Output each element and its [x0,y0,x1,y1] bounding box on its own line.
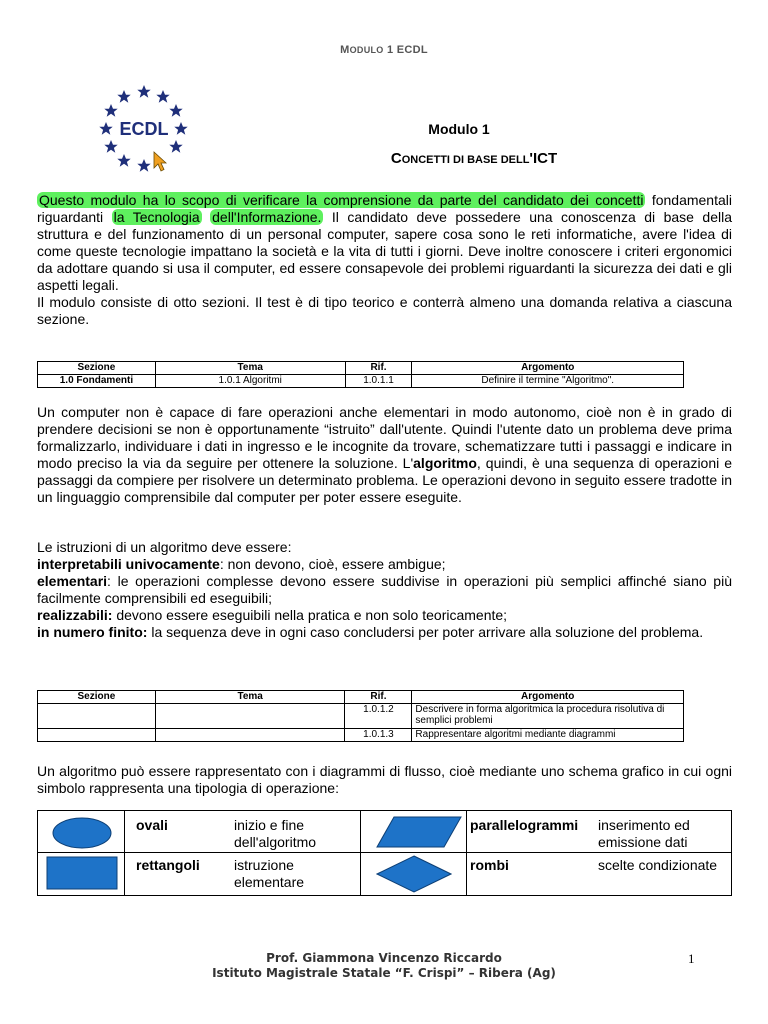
table-header-row: Sezione Tema Rif. Argomento [38,691,684,704]
highlight-2: la Tecnologia [113,209,200,225]
table-row: 1.0.1.3 Rappresentare algoritmi mediante diagrammi [38,729,684,742]
intro-paragraph: Questo modulo ha lo scopo di verificare la comprensione da parte del candidato dei concetti fondamentali riguardanti la Tecnologia dell'Informazione. Il candidato deve possedere una conoscenza di base della struttura e del funzionamento di un personal computer, sapere cosa sono le reti informatiche, avere l'idea di come queste tecnologie impattano la società e la vita di tutti i giorni. Deve inoltre conoscere i criteri ergonomici da adottare quando si usa il computer, ed essere consapevole dei problemi riguardanti la sicurezza dei dati e gli aspetti legali. Il modulo consiste di otto sezioni. Il test è di tipo teorico e conterrà almeno una domanda relativa a ciascuna sezione. [37,192,732,327]
flowchart-symbols-box [37,810,732,896]
flow-intro: Un algoritmo può essere rappresentato con i diagrammi di flusso, cioè mediante uno schema grafico in cui ogni simbolo rappresenta una tipologia di operazione: [37,763,732,796]
list-item: elementari: le operazioni complesse devono essere suddivise in operazioni più semplici affinché siano più facilmente comprensibili ed eseguibili; [37,573,732,606]
header-prefix: M [340,44,350,56]
parallelogrammi-label: parallelogrammi [470,817,579,833]
highlight-3: dell'Informazione. [212,209,322,225]
header-prefix-small: ODULO [349,45,384,55]
footer-author: Prof. Giammona Vincenzo Riccardo [266,951,502,965]
rombi-desc: scelte condizionate [598,857,718,873]
rettangoli-label: rettangoli [136,857,200,873]
instructions-list: Le istruzioni di un algoritmo deve essere: interpretabili univocamente: non devono, cioè, essere ambigue; elementari: le operazioni complesse devono essere suddivise in operazioni più semplici affinché siano più facilmente comprensibili ed eseguibili; realizzabili: devono essere eseguibili nella pratica e non solo teoricamente; in numero finito: la sequenza deve in ogni caso concludersi per poter arrivare alla soluzione del problema. [37,539,732,640]
page-number: 1 [688,951,695,966]
syllabus-table-2 [37,690,684,742]
logo-text: ECDL [119,119,169,139]
syllabus-table-1 [37,361,684,388]
rettangoli-desc: istruzione elementare [234,857,305,890]
list-item: in numero finito: la sequenza deve in ogni caso concludersi per poter arrivare alla soluzione del problema. [37,624,704,640]
module-subtitle: CONCETTI DI BASE DELL'ICT [390,150,558,167]
table-row: 1.0 Fondamenti 1.0.1 Algoritmi 1.0.1.1 Definire il termine "Algoritmo". [38,375,684,388]
table-row: 1.0.1.2 Descrivere in forma algoritmica la procedura risolutiva di semplici problemi [38,704,684,729]
module-title: Modulo 1 [428,121,490,137]
ovali-label: ovali [136,817,168,833]
algorithm-paragraph: Un computer non è capace di fare operazioni anche elementari in modo autonomo, cioè non è in grado di prendere decisioni se non è opportunamente “istruito” dall'utente. Quindi l'utente dato un problema deve prima formalizzarlo, individuare i dati in ingresso e le incognite da trovare, schematizzare tutti i passaggi e indicare in modo preciso la via da seguire per ottenere la soluzione. L'algoritmo, quindi, è una sequenza di operazioni e passaggi da compiere per risolvere un determinato problema. Le operazioni devono in seguito essere tradotte in un linguaggio comprensibile dal computer per poter essere eseguite. [37,404,732,505]
header-suffix: 1 ECDL [383,44,428,56]
algoritmo-term: algoritmo [413,455,477,471]
rectangle-shape-icon [46,856,118,890]
list-item: interpretabili univocamente: non devono, cioè, essere ambigue; [37,556,446,572]
page-header [0,44,768,56]
ovali-desc: inizio e fine dell'algoritmo [234,817,317,850]
parallelogram-shape-icon [376,816,462,848]
rombi-label: rombi [470,857,509,873]
parallelogrammi-desc: inserimento ed emissione dati [598,817,690,850]
intro-paragraph-2: Il modulo consiste di otto sezioni. Il test è di tipo teorico e conterrà almeno una domanda relativa a ciascuna sezione. [37,294,732,327]
list-item: realizzabili: devono essere eseguibili nella pratica e non solo teoricamente; [37,607,508,623]
footer-school: Istituto Magistrale Statale “F. Crispi” – Ribera (Ag) [212,966,556,980]
rhombus-shape-icon [376,855,452,893]
highlight-1: Questo modulo ha lo scopo di verificare la comprensione da parte del candidato dei concetti [39,192,644,208]
table-header-row: Sezione Tema Rif. Argomento [38,362,684,375]
oval-shape-icon [52,817,112,849]
